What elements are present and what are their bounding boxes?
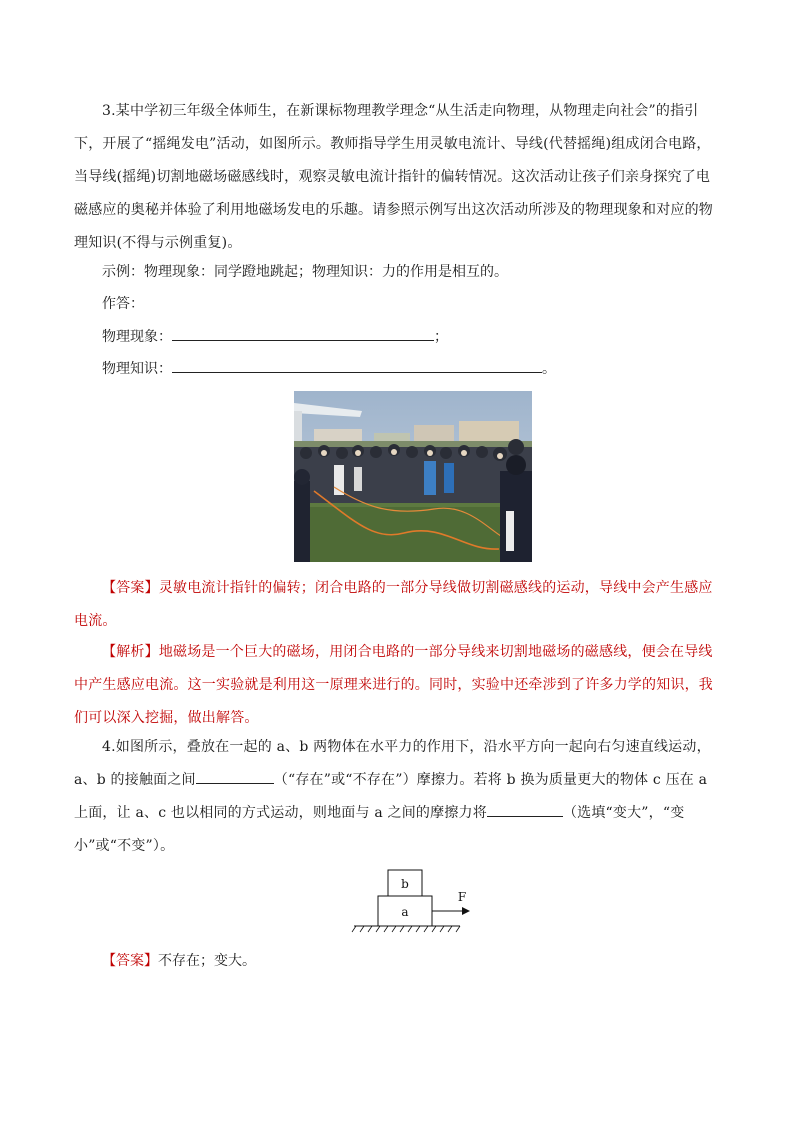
q3-analysis-tag: 【解析】 [102,644,159,660]
phenomenon-end: ； [434,329,448,345]
knowledge-end: 。 [542,361,556,377]
q3-stem: 3.某中学初三年级全体师生，在新课标物理教学理念“从生活走向物理，从物理走向社会”的指引下，开展了“摇绳发电”活动，如图所示。教师指导学生用灵敏电流计、导线(代替摇绳)组成闭合电路，当导线(摇绳)切割地磁场磁感线时，观察灵敏电流计指针的偏转情况。这次活动让孩子们亲身探究了电磁感应的奥秘并体验了利用地磁场发电的乐趣。请参照示例写出这次活动所涉及的物理现象和对应的物理知识(不得与示例重复)。 [74,103,713,251]
q3-analysis-text: 地磁场是一个巨大的磁场，用闭合电路的一部分导线来切割地磁场的磁感线，便会在导线中产生感应电流。这一实验就是利用这一原理来进行的。同时，实验中还牵涉到了许多力学的知识，我们可以深入挖掘，做出解答。 [74,644,713,726]
q3-example: 示例：物理现象：同学蹬地跳起；物理知识：力的作用是相互的。 [102,264,508,280]
knowledge-label: 物理知识： [102,361,172,377]
knowledge-blank[interactable] [172,358,542,373]
q4-answer-text: 不存在；变大。 [158,953,256,969]
rope-generator-photo [294,391,532,562]
q4-answer-tag: 【答案】 [102,953,158,969]
q4-stem [74,731,724,863]
phenomenon-blank[interactable] [172,326,434,341]
force-arrow-head [462,907,470,915]
q3-knowledge-line [102,358,556,379]
ground-hatch [352,926,460,932]
block-a-label: a [401,905,409,919]
q4-stem-part1: 4.如图所示，叠放在一起的 a、b 两物体在水平力的作用下，沿水平方向一起向右匀速直线运动，a、b 的接触面之间 [74,739,711,788]
q4-stem-part2: （“存在”或“不存在”）摩擦力。若将 b 换为质量更大的物体 c 压在 a 上面，让 a、c 也以相同的方式运动，则地面与 a 之间的摩擦力将 [74,772,708,821]
phenomenon-label: 物理现象： [102,329,172,345]
q3-answer-prompt: 作答： [102,296,144,312]
q3-phenomenon-line [102,326,448,347]
q3-answer [74,572,724,638]
q4-stem-part3: （选填“变大”，“变小”或“不变”）。 [74,805,685,854]
blocks-diagram [350,866,480,938]
q4-answer [102,951,256,971]
q4-blank-1[interactable] [196,769,274,784]
photo-illustration [294,391,532,562]
block-b-label: b [401,877,409,891]
q4-blank-2[interactable] [487,802,563,817]
q3-analysis [74,636,724,735]
q3-answer-text: 灵敏电流计指针的偏转；闭合电路的一部分导线做切割磁感线的运动，导线中会产生感应电流。 [74,580,713,629]
q3-answer-tag: 【答案】 [102,580,159,596]
force-label: F [457,890,467,904]
